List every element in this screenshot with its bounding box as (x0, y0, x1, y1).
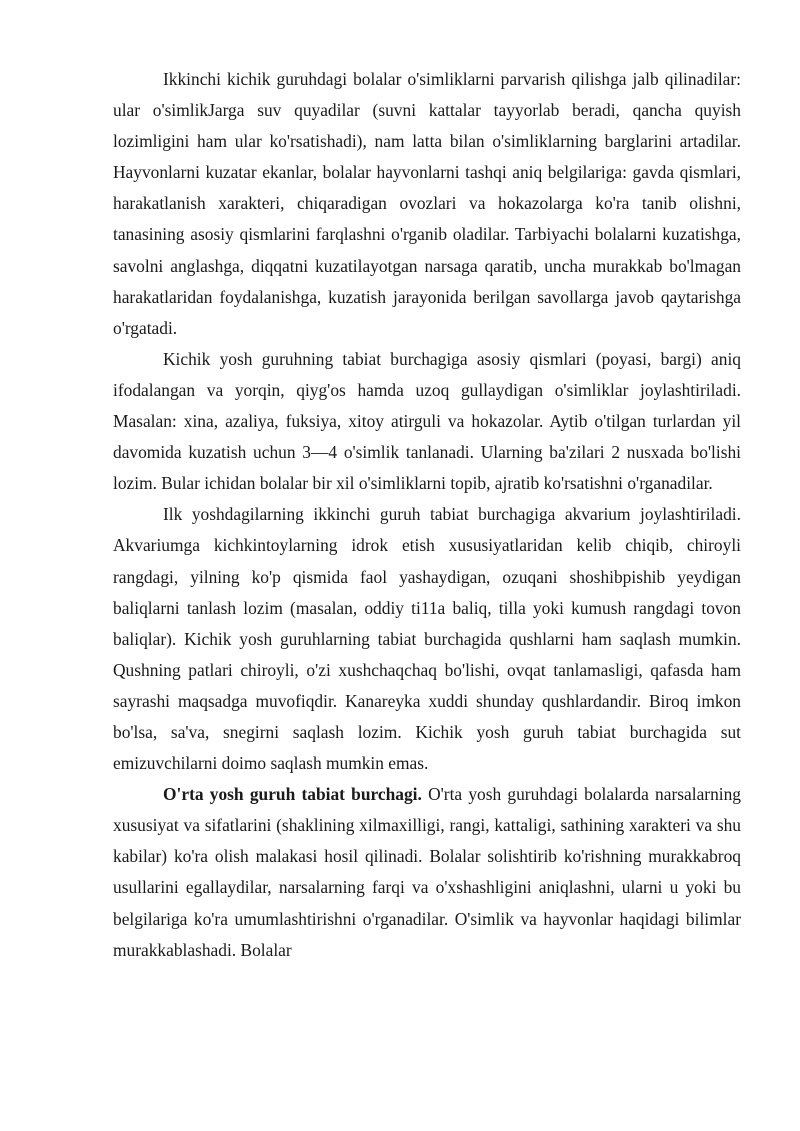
document-page (113, 64, 741, 966)
paragraph-middle-group (113, 779, 741, 966)
paragraph-text: Kichik yosh guruhning tabiat burchagiga asosiy qismlari (poyasi, bargi) aniq ifodalangan va yorqin, qiyg'os hamda uzoq gullaydigan o'simliklar joylashtiriladi. Masalan: xina, azaliya, fuksiya, xitoy atirguli va hokazolar. Aytib o'tilgan turlardan yil davomida kuzatish uchun 3—4 o'simlik tanlanadi. Ularning ba'zilari 2 nusxada bo'lishi lozim. Bular ichidan bolalar bir xil o'simliklarni topib, ajratib ko'rsatishni o'rganadilar. (113, 348, 741, 494)
paragraph-text: Ilk yoshdagilarning ikkinchi guruh tabiat burchagiga akvarium joylashtiriladi. Akvariumga kichkintoylarning idrok etish xususiyatlaridan kelib chiqib, chiroyli rangdagi, yilning ko'p qismida faol yashaydigan, ozuqani shoshibpishib yeydigan baliqlarni tanlash lozim (masalan, oddiy ti11a baliq, tilla yoki kumush rangdagi tovon baliqlar). Kichik yosh guruhlarning tabiat burchagida qushlarni ham saqlash mumkin. Qushning patlari chiroyli, o'zi xushchaqchaq bo'lishi, ovqat tanlamasligi, qafasda ham sayrashi maqsadga muvofiqdir. Kanareyka xuddi shunday qushlardandir. Biroq imkon bo'lsa, sa'va, snegirni saqlash lozim. Kichik yosh guruh tabiat burchagida sut emizuvchilarni doimo saqlash mumkin emas. (113, 504, 741, 774)
paragraph-aquarium (113, 499, 741, 779)
section-heading: O'rta yosh guruh tabiat burchagi. (163, 784, 422, 805)
paragraph-plant-care (113, 64, 741, 344)
paragraph-nature-corner-young (113, 344, 741, 499)
paragraph-text: O'rta yosh guruhdagi bolalarda narsalarning xususiyat va sifatlarini (shaklining xilmaxilligi, rangi, kattaligi, sathining xarakteri va shu kabilar) ko'ra olish malakasi hosil qilinadi. Bolalar solishtirib ko'rishning murakkabroq usullarini egallaydilar, narsalarning farqi va o'xshashligini aniqlashni, ularni u yoki bu belgilariga ko'ra umumlashtirishni o'rganadilar. O'simlik va hayvonlar haqidagi bilimlar murakkablashadi. Bolalar (113, 784, 741, 960)
paragraph-text: Ikkinchi kichik guruhdagi bolalar o'simliklarni parvarish qilishga jalb qilinadilar: ular o'simlikJarga suv quyadilar (suvni kattalar tayyorlab beradi, qancha quyish lozimligini ham ular ko'rsatishadi), nam latta bilan o'simliklarning barglarini artadilar. Hayvonlarni kuzatar ekanlar, bolalar hayvonlarni tashqi aniq belgilariga: gavda qismlari, harakatlanish xarakteri, chiqaradigan ovozlari va hokazolarga ko'ra tanib olishni, tanasining asosiy qismlarini farqlashni o'rganib oladilar. Tarbiyachi bolalarni kuzatishga, savolni anglashga, diqqatni kuzatilayotgan narsaga qaratib, uncha murakkab bo'lmagan harakatlaridan foydalanishga, kuzatish jarayonida berilgan savollarga javob qaytarishga o'rgatadi. (113, 69, 741, 338)
